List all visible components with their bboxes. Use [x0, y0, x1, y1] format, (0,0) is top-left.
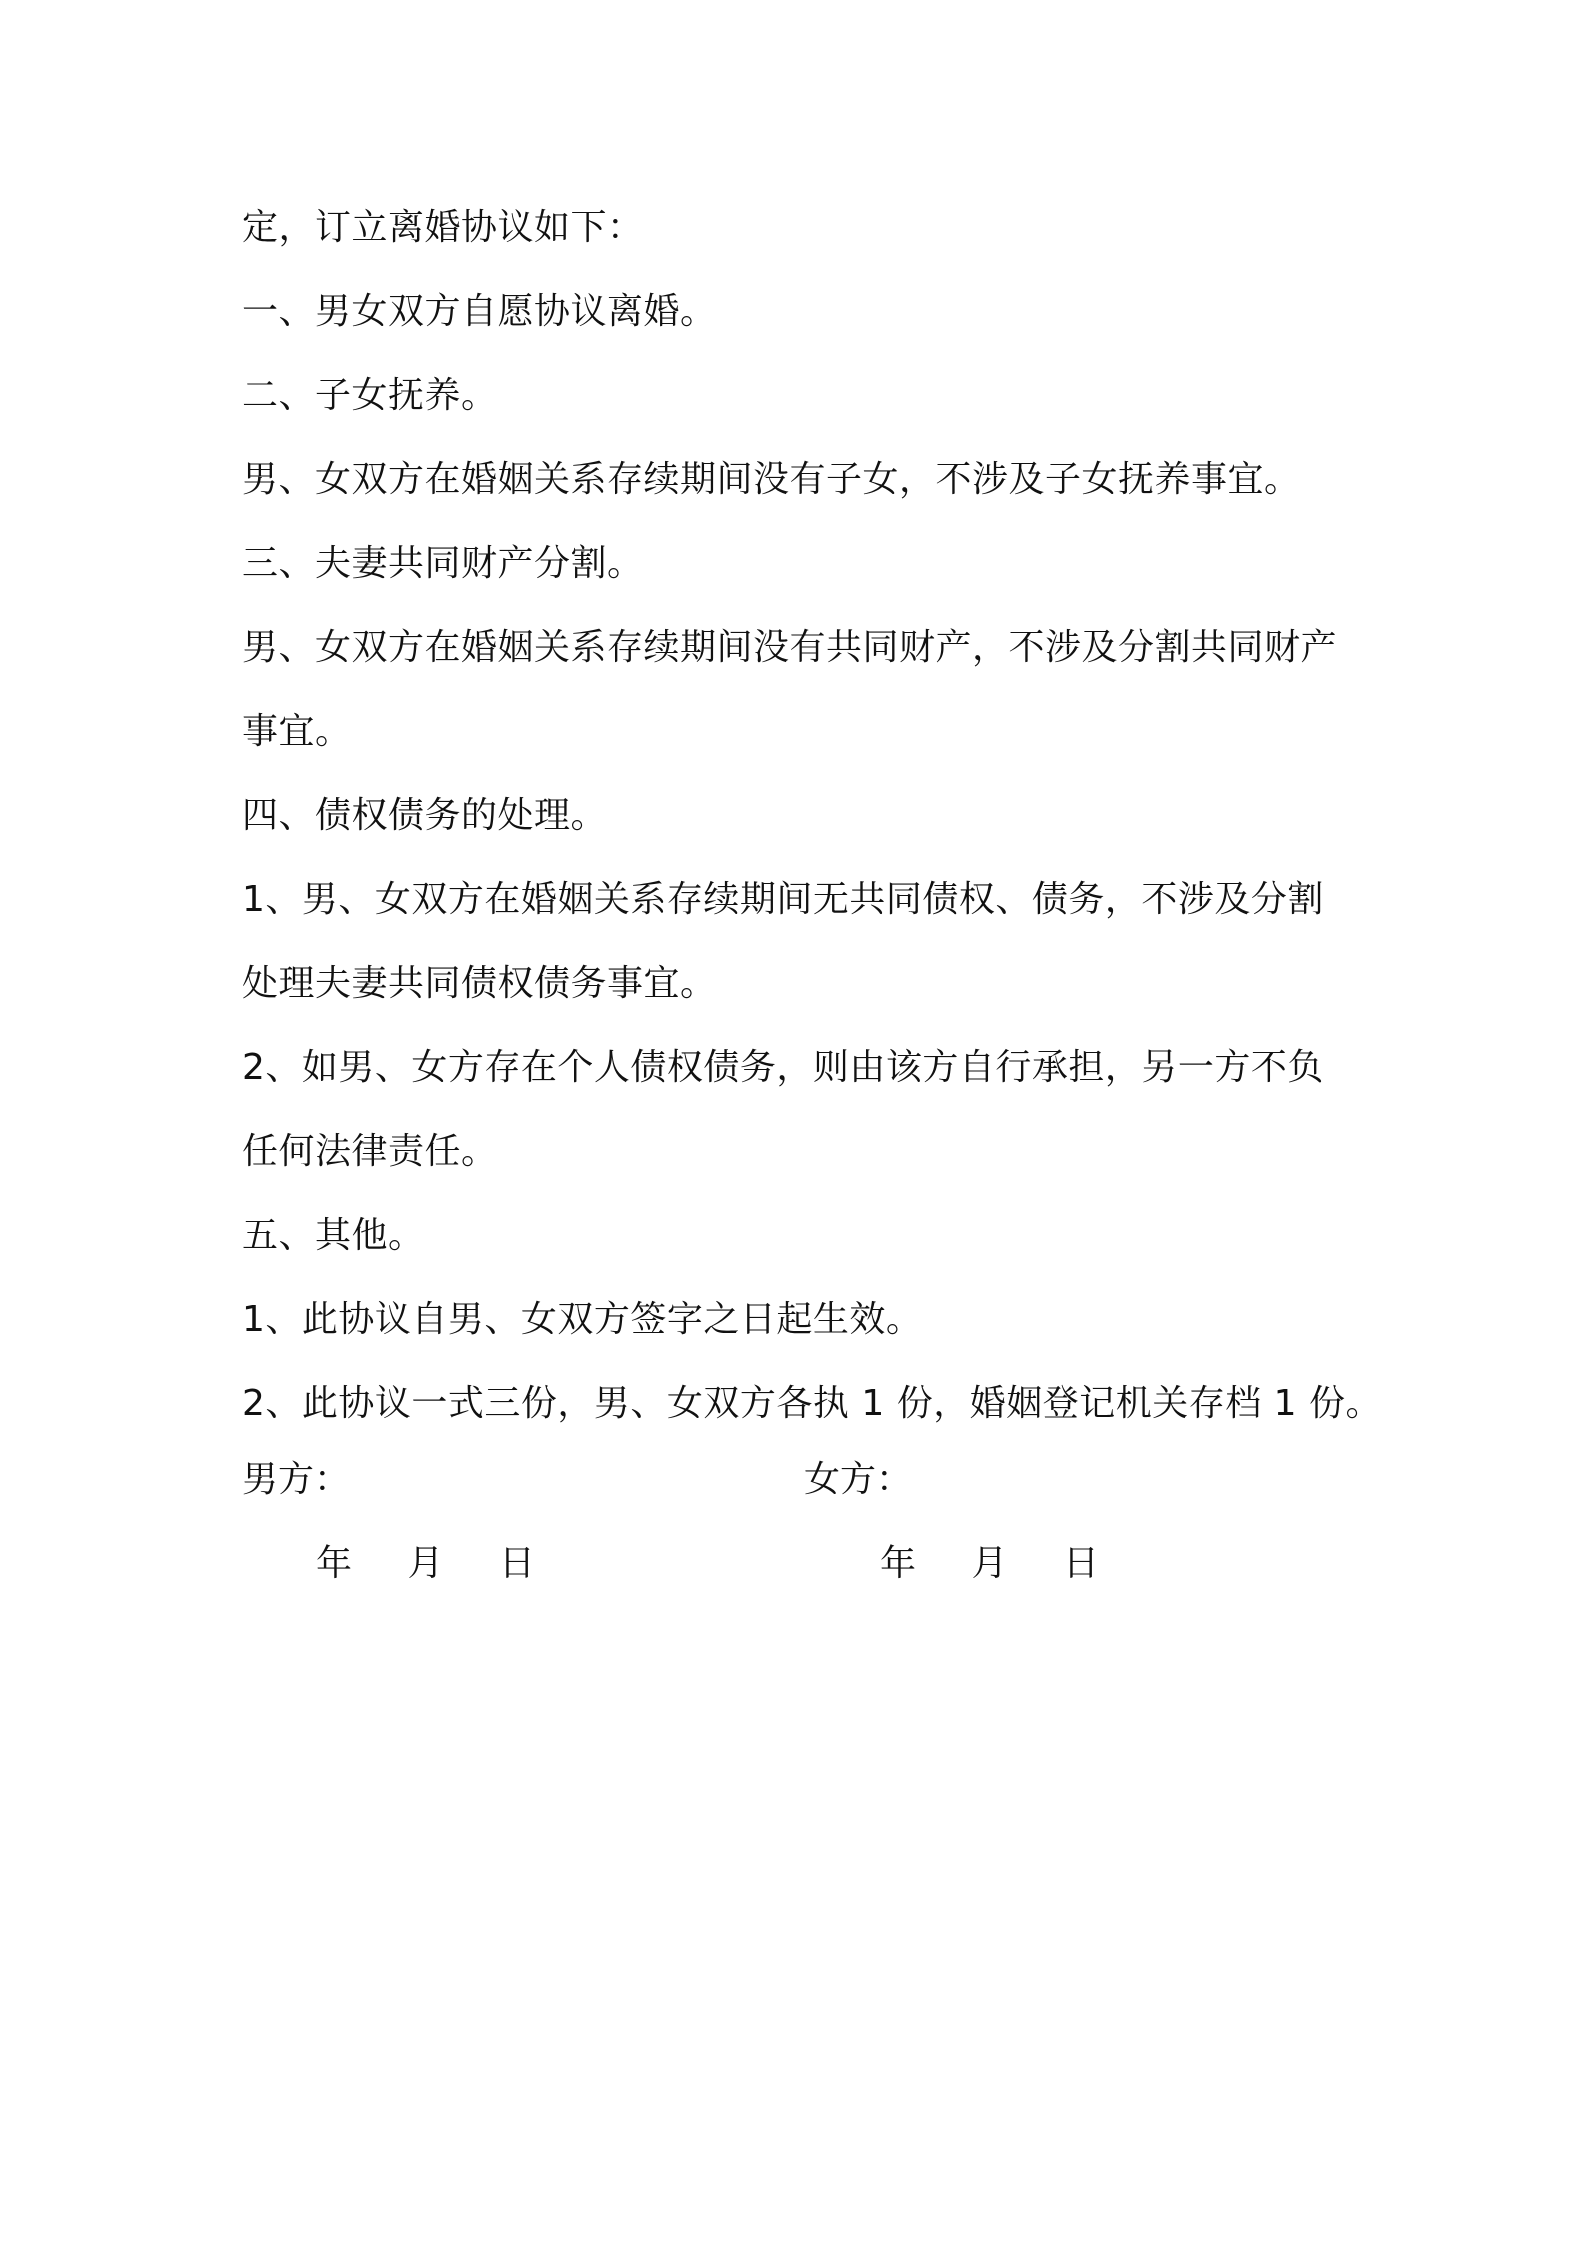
agreement-body [242, 198, 1382, 1458]
text-line: 2、此协议一式三份，男、女双方各执 1 份，婚姻登记机关存档 1 份。 [242, 1383, 1382, 1424]
text-line: 一、男女双方自愿协议离婚。 [242, 291, 717, 332]
day-label: 日 [498, 1543, 535, 1584]
text-line: 处理夫妻共同债权债务事宜。 [242, 963, 717, 1004]
text-line: 2、如男、女方存在个人债权债务，则由该方自行承担，另一方不负 [242, 1047, 1324, 1088]
year-label: 年 [316, 1543, 353, 1584]
text-line: 定，订立离婚协议如下： [242, 207, 644, 248]
text-line: 二、子女抚养。 [242, 375, 498, 416]
year-label: 年 [880, 1543, 917, 1584]
day-label: 日 [1062, 1543, 1099, 1584]
male-date [316, 1534, 535, 1594]
text-line: 五、其他。 [242, 1215, 425, 1256]
month-label: 月 [407, 1543, 444, 1584]
text-line: 四、债权债务的处理。 [242, 795, 608, 836]
text-line: 事宜。 [242, 711, 352, 752]
text-line: 男、女双方在婚姻关系存续期间没有子女，不涉及子女抚养事宜。 [242, 459, 1301, 500]
text-line: 三、夫妻共同财产分割。 [242, 543, 644, 584]
text-line: 1、此协议自男、女双方签字之日起生效。 [242, 1299, 923, 1340]
male-signature-label: 男方： [242, 1459, 351, 1500]
text-line: 男、女双方在婚姻关系存续期间没有共同财产，不涉及分割共同财产 [242, 627, 1338, 668]
text-line: 1、男、女双方在婚姻关系存续期间无共同债权、债务，不涉及分割 [242, 879, 1324, 920]
month-label: 月 [971, 1543, 1008, 1584]
text-line: 任何法律责任。 [242, 1131, 498, 1172]
female-date [880, 1534, 1099, 1594]
female-signature-label: 女方： [804, 1459, 913, 1500]
